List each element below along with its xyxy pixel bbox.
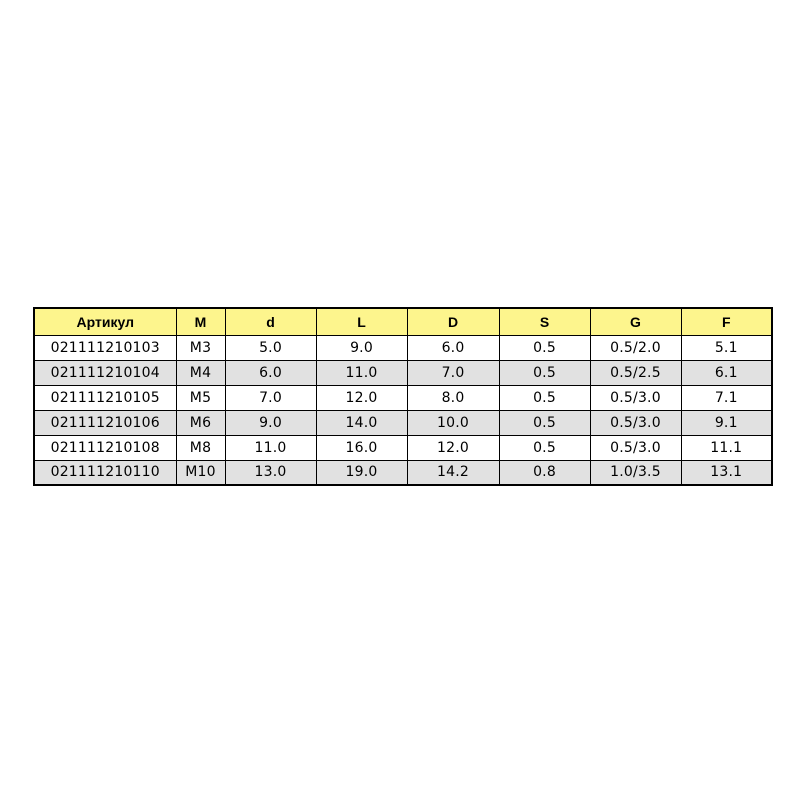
cell-article: 021111210106 xyxy=(34,410,176,435)
header-f: F xyxy=(681,308,772,335)
cell-l: 16.0 xyxy=(316,435,407,460)
cell-f: 9.1 xyxy=(681,410,772,435)
cell-l: 9.0 xyxy=(316,335,407,360)
cell-d-outer: 10.0 xyxy=(407,410,499,435)
cell-article: 021111210108 xyxy=(34,435,176,460)
header-d-outer: D xyxy=(407,308,499,335)
cell-article: 021111210103 xyxy=(34,335,176,360)
table-row xyxy=(34,335,772,360)
header-s: S xyxy=(499,308,590,335)
cell-l: 14.0 xyxy=(316,410,407,435)
cell-f: 5.1 xyxy=(681,335,772,360)
cell-article: 021111210105 xyxy=(34,385,176,410)
table-row xyxy=(34,385,772,410)
cell-g: 0.5/3.0 xyxy=(590,385,681,410)
header-article: Артикул xyxy=(34,308,176,335)
header-m: M xyxy=(176,308,225,335)
cell-g: 1.0/3.5 xyxy=(590,460,681,485)
cell-d: 9.0 xyxy=(225,410,316,435)
cell-m: M8 xyxy=(176,435,225,460)
cell-s: 0.5 xyxy=(499,410,590,435)
cell-s: 0.5 xyxy=(499,335,590,360)
cell-f: 13.1 xyxy=(681,460,772,485)
cell-article: 021111210104 xyxy=(34,360,176,385)
cell-m: M3 xyxy=(176,335,225,360)
cell-d: 6.0 xyxy=(225,360,316,385)
cell-l: 11.0 xyxy=(316,360,407,385)
cell-s: 0.5 xyxy=(499,435,590,460)
cell-d: 13.0 xyxy=(225,460,316,485)
cell-f: 11.1 xyxy=(681,435,772,460)
table-row xyxy=(34,460,772,485)
cell-s: 0.5 xyxy=(499,360,590,385)
cell-m: M6 xyxy=(176,410,225,435)
cell-g: 0.5/3.0 xyxy=(590,410,681,435)
cell-d: 11.0 xyxy=(225,435,316,460)
cell-f: 6.1 xyxy=(681,360,772,385)
cell-g: 0.5/2.0 xyxy=(590,335,681,360)
cell-g: 0.5/3.0 xyxy=(590,435,681,460)
table-row xyxy=(34,435,772,460)
header-g: G xyxy=(590,308,681,335)
cell-g: 0.5/2.5 xyxy=(590,360,681,385)
cell-l: 19.0 xyxy=(316,460,407,485)
cell-m: M5 xyxy=(176,385,225,410)
cell-d: 5.0 xyxy=(225,335,316,360)
table-header-row xyxy=(34,308,772,335)
cell-d: 7.0 xyxy=(225,385,316,410)
cell-d-outer: 12.0 xyxy=(407,435,499,460)
cell-l: 12.0 xyxy=(316,385,407,410)
table-row xyxy=(34,360,772,385)
header-d: d xyxy=(225,308,316,335)
cell-d-outer: 6.0 xyxy=(407,335,499,360)
spec-table xyxy=(33,307,773,486)
cell-d-outer: 14.2 xyxy=(407,460,499,485)
cell-m: M10 xyxy=(176,460,225,485)
cell-d-outer: 8.0 xyxy=(407,385,499,410)
table-row xyxy=(34,410,772,435)
cell-f: 7.1 xyxy=(681,385,772,410)
cell-d-outer: 7.0 xyxy=(407,360,499,385)
cell-s: 0.8 xyxy=(499,460,590,485)
cell-s: 0.5 xyxy=(499,385,590,410)
header-l: L xyxy=(316,308,407,335)
cell-article: 021111210110 xyxy=(34,460,176,485)
cell-m: M4 xyxy=(176,360,225,385)
